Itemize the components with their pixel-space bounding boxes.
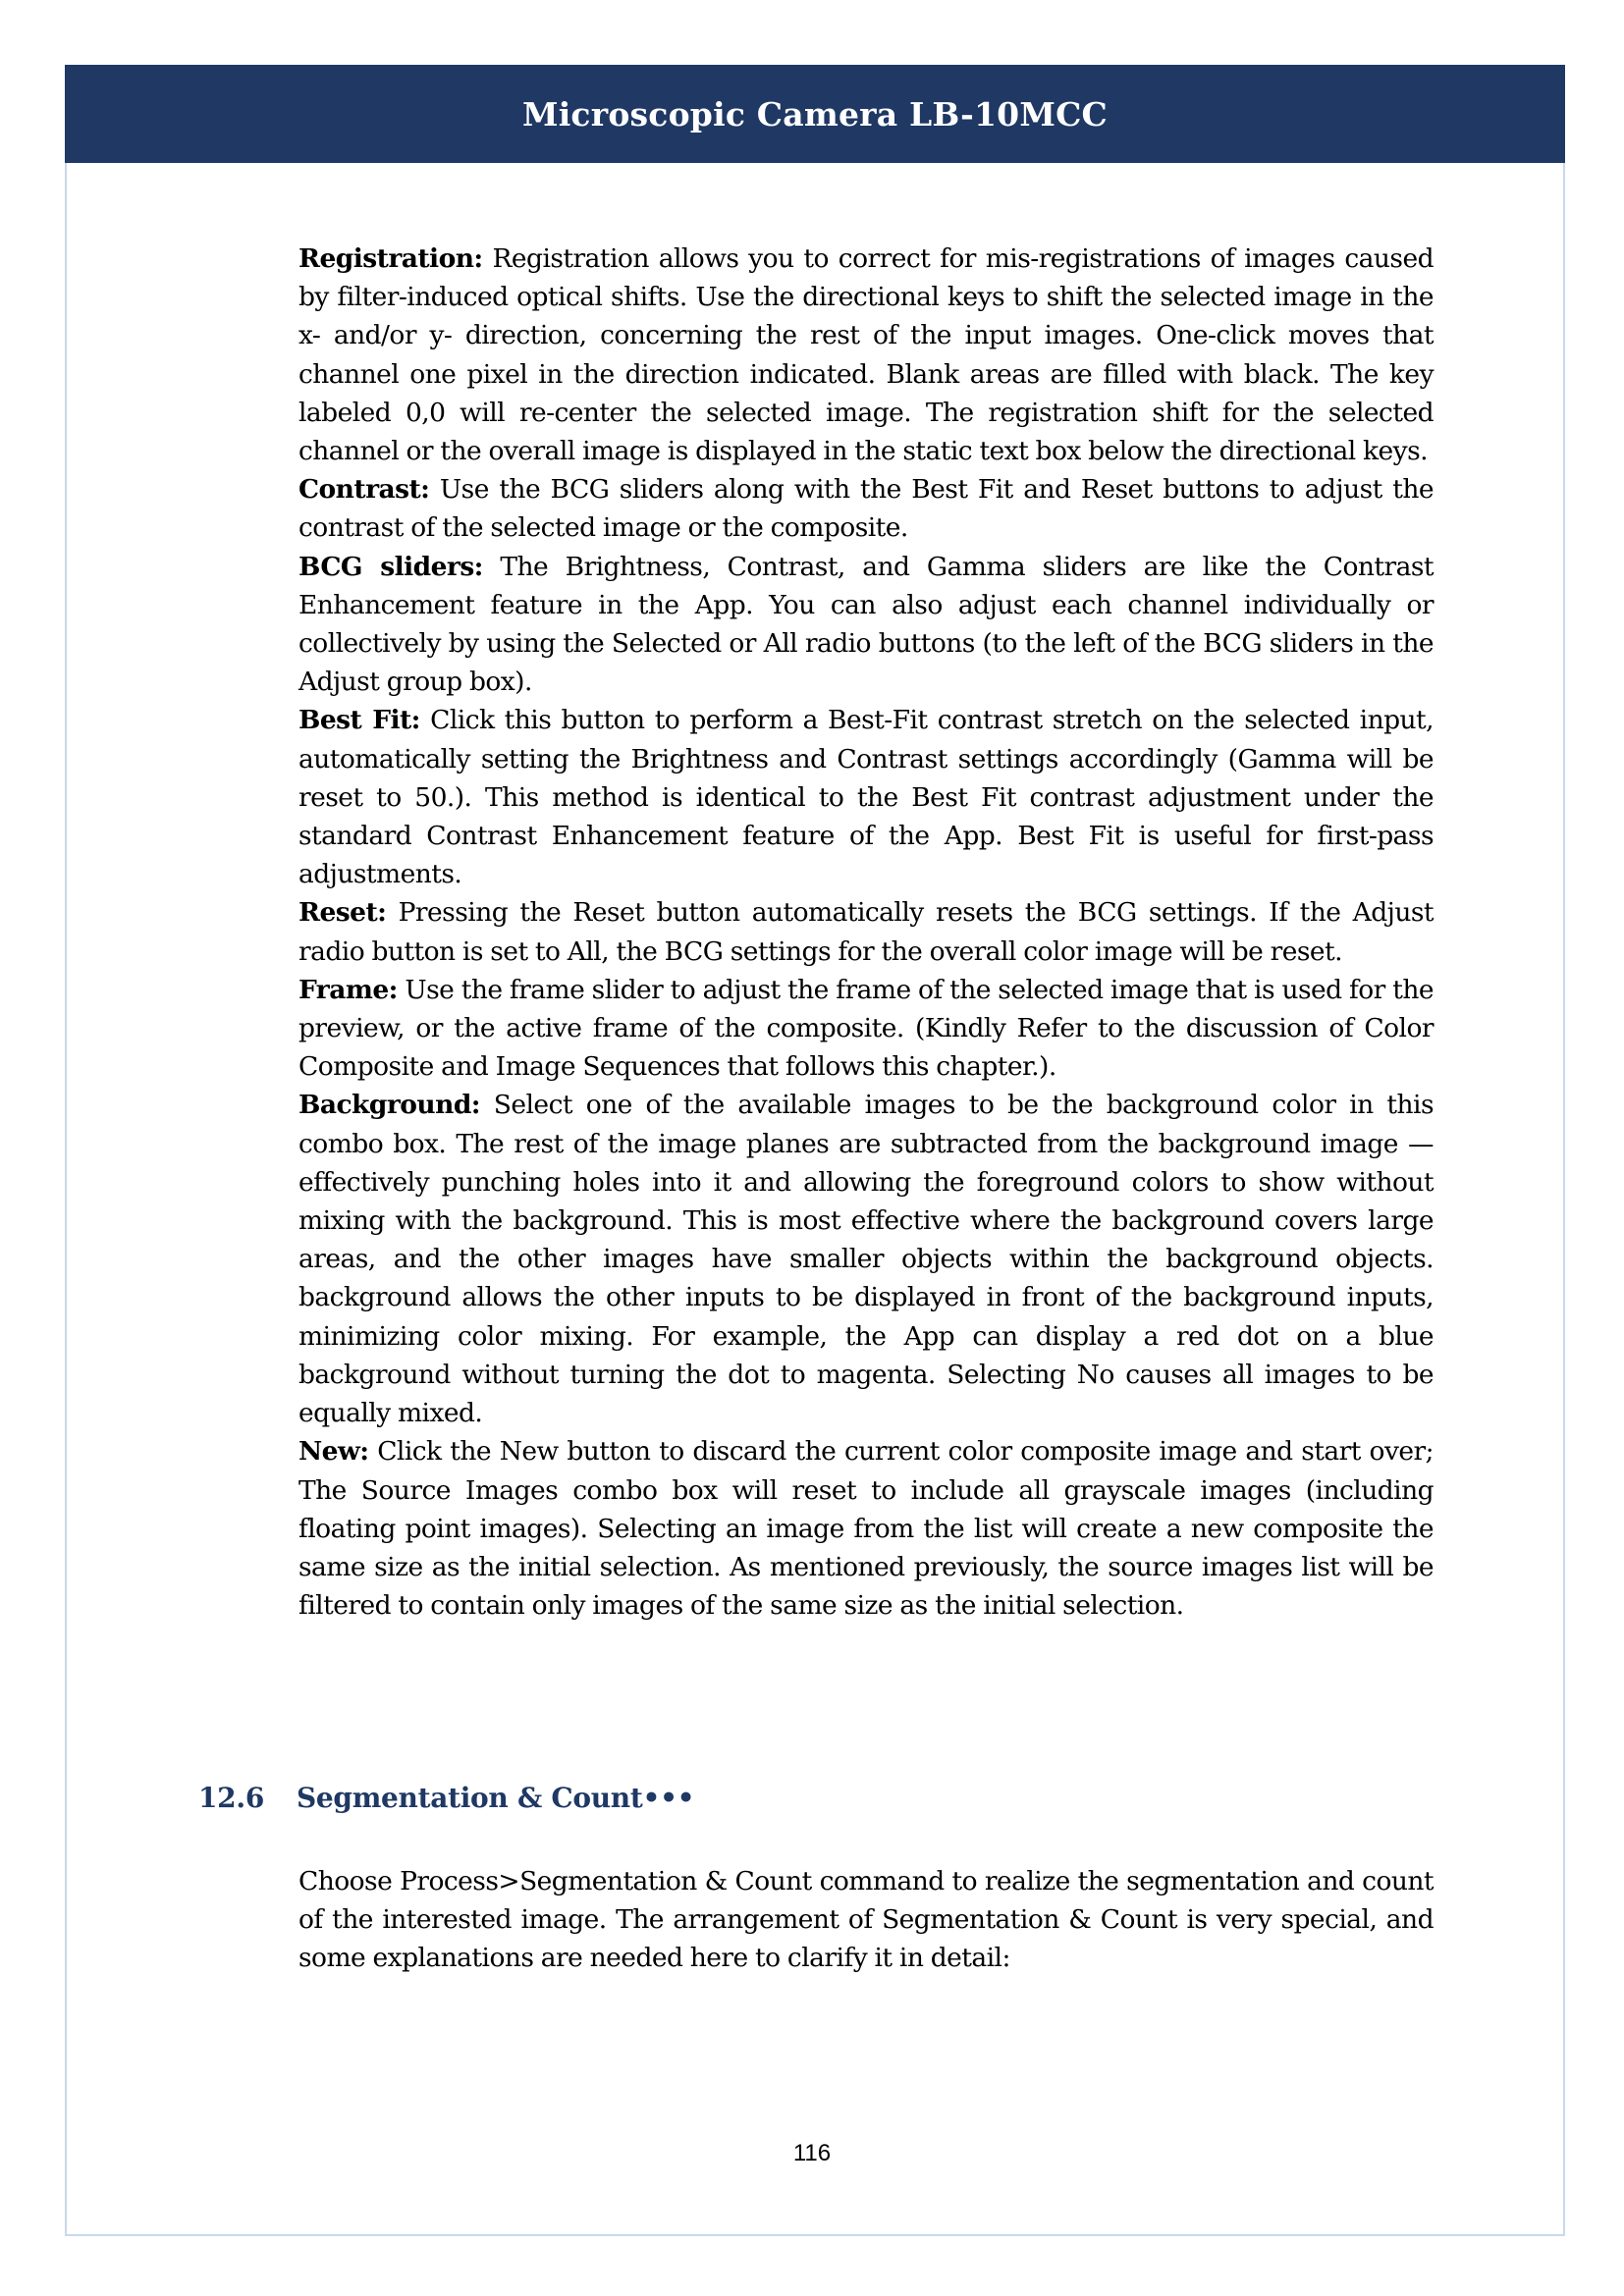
document-title: Microscopic Camera LB-10MCC (521, 94, 1109, 133)
definition-bcg-sliders (298, 548, 1434, 702)
definition-text: Use the frame slider to adjust the frame of the selected image that is used for the preview, or the active frame of the composite. (Kindly Refer to the discussion of Color Composite and Image Sequences that follows this chapter.). (298, 974, 1434, 1083)
definition-term: Registration: (298, 243, 483, 274)
definition-text: Click this button to perform a Best-Fit contrast stretch on the selected input, automatically setting the Brightness and Contrast settings accordingly (Gamma will be reset to 50.). This method is identical to the Best Fit contrast adjustment under the standard Contrast Enhancement feature of the App. Best Fit is useful for first-pass adjustments. (298, 705, 1434, 890)
definition-text: The Brightness, Contrast, and Gamma sliders are like the Contrast Enhancement feature in the App. You can also adjust each channel individually or collectively by using the Selected or All radio buttons (to the left of the BCG sliders in the Adjust group box). (298, 551, 1434, 698)
definition-contrast (298, 470, 1434, 547)
definition-term: Best Fit: (298, 705, 420, 736)
definition-background (298, 1086, 1434, 1432)
definition-frame (298, 971, 1434, 1087)
section-paragraph: Choose Process>Segmentation & Count command to realize the segmentation and count of the interested image. The arrangement of Segmentation & Count is very special, and some explanations are needed here to clarify it in detail: (298, 1866, 1434, 1974)
document-header (65, 65, 1565, 163)
definition-registration (298, 240, 1434, 470)
section-heading (198, 1782, 1435, 1814)
definition-text: Use the BCG sliders along with the Best Fit and Reset buttons to adjust the contrast of the selected image or the composite. (298, 474, 1434, 544)
definition-term: Reset: (298, 897, 387, 929)
definition-reset (298, 893, 1434, 970)
definition-term: Background: (298, 1090, 481, 1121)
definition-term: New: (298, 1436, 369, 1468)
definition-best-fit (298, 701, 1434, 893)
definition-text: Select one of the available images to be the background color in this combo box. The rest of the image planes are subtracted from the background image — effectively punching holes into it and allowing the foreground colors to show without mixing with the background. This is most effective where the background covers large areas, and the other images have smaller objects within the background objects. background allows the other inputs to be displayed in front of the background inputs, minimizing color mixing. For example, the App can display a red dot on a blue background without turning the dot to magenta. Selecting No causes all images to be equally mixed. (298, 1090, 1434, 1429)
definition-new (298, 1432, 1434, 1625)
definition-text: Registration allows you to correct for mis-registrations of images caused by filter-induced optical shifts. Use the directional keys to shift the selected image in the x- and/or y- direction, concerning the rest of the input images. One-click moves that channel one pixel in the direction indicated. Blank areas are filled with black. The key labeled 0,0 will re-center the selected image. The registration shift for the selected channel or the overall image is displayed in the static text box below the directional keys. (298, 243, 1434, 467)
definition-term: Contrast: (298, 474, 430, 506)
definition-term: BCG sliders: (298, 551, 483, 582)
section-number: 12.6 (198, 1782, 264, 1814)
definition-text: Pressing the Reset button automatically resets the BCG settings. If the Adjust radio button is set to All, the BCG settings for the overall color image will be reset. (298, 897, 1434, 967)
definition-list (298, 240, 1434, 1625)
definition-text: Click the New button to discard the current color composite image and start over; The Source Images combo box will reset to include all grayscale images (including floating point images). Selecting an image from the list will create a new composite the same size as the initial selection. As mentioned previously, the source images list will be filtered to contain only images of the same size as the initial selection. (298, 1436, 1434, 1622)
definition-term: Frame: (298, 974, 398, 1005)
page-number: 116 (792, 2140, 832, 2166)
section-title: Segmentation & Count••• (297, 1782, 695, 1814)
